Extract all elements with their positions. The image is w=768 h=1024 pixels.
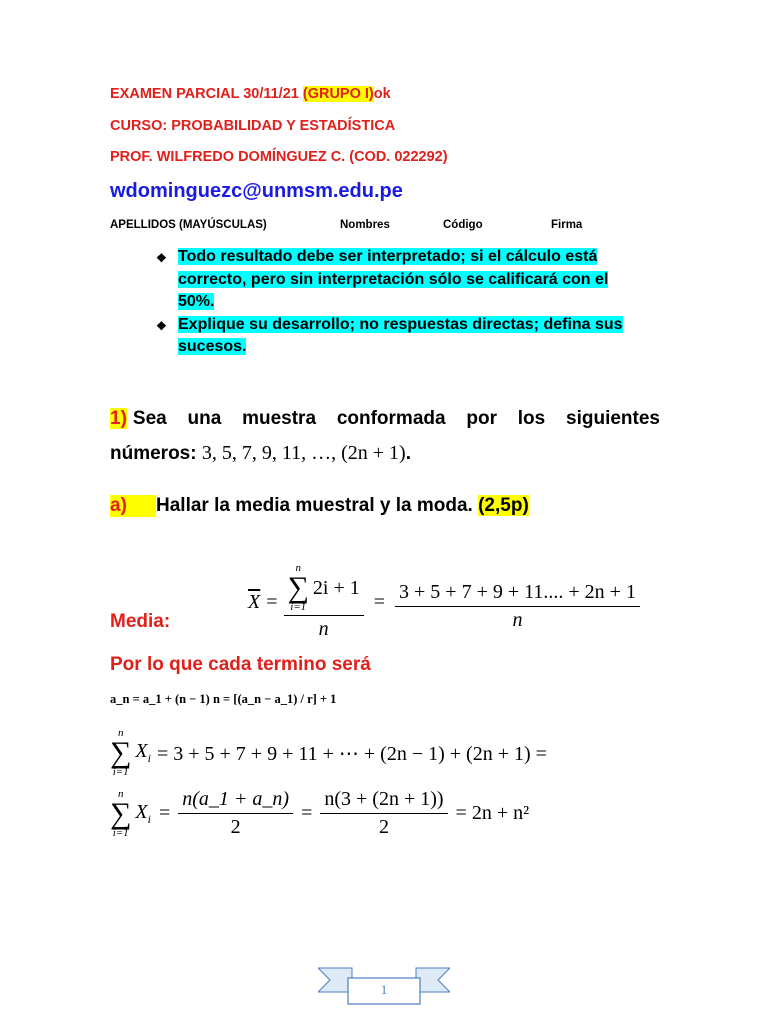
diamond-bullet-icon: ❖ bbox=[156, 318, 167, 333]
question-1: 1) Sea una muestra conformada por los siguientes números: 3, 5, 7, 9, 11, …, (2n + 1). bbox=[110, 408, 660, 464]
number-sequence: 3, 5, 7, 9, 11, …, (2n + 1) bbox=[201, 442, 406, 464]
term-heading: Por lo que cada termino será bbox=[110, 654, 371, 675]
sum-line-1: n ∑ i=1 $X_i$ = 3 + 5 + 7 + 9 + 11 + ⋯ + (2n − 1) + (2n + 1) = bbox=[110, 727, 547, 778]
field-nombres: Nombres bbox=[340, 219, 390, 231]
arith-sum-fraction: $\frac{n(a\_1 + a\_n)}{2}$ bbox=[178, 788, 293, 839]
expanded-fraction: $\frac{3 + 5 + 7 + 9 + 11.... + 2n + 1}{n}$ bbox=[395, 573, 640, 632]
group-label: (GRUPO I) bbox=[302, 86, 374, 102]
mean-fraction: n ∑ i=1 2i + 1 n bbox=[284, 563, 364, 641]
field-codigo: Código bbox=[443, 219, 483, 231]
part-a-points: (2,5p) bbox=[478, 495, 529, 516]
question-number: 1) bbox=[110, 408, 127, 429]
sigma-icon: n ∑ i=1 bbox=[110, 787, 132, 839]
title-suffix: ok bbox=[373, 86, 391, 102]
professor-line: PROF. WILFREDO DOMÍNGUEZ C. (COD. 022292) bbox=[110, 149, 448, 165]
term-formula: a_n = a_1 + (n − 1) n = [(a_n − a_1) / r] + 1 bbox=[110, 692, 337, 706]
sigma-icon: n ∑ i=1 bbox=[287, 562, 309, 613]
email-link[interactable]: wdominguezc@unmsm.edu.pe bbox=[110, 180, 403, 202]
course-line: CURSO: PROBABILIDAD Y ESTADÍSTICA bbox=[110, 118, 396, 134]
sum-term: 2i + 1 bbox=[312, 576, 360, 599]
part-a-text: Hallar la media muestral y la moda. bbox=[156, 495, 479, 516]
part-a-label: a) bbox=[110, 495, 156, 517]
field-firma: Firma bbox=[551, 219, 583, 231]
instructions-list bbox=[156, 246, 656, 359]
sum-result: = 2n + n² bbox=[455, 802, 530, 824]
exam-title-text: EXAMEN PARCIAL 30/11/21 bbox=[110, 86, 303, 102]
instruction-text: Explique su desarrollo; no respuestas directas; defina sus sucesos. bbox=[178, 315, 623, 355]
sigma-icon: n ∑ i=1 bbox=[110, 727, 132, 778]
instruction-text: Todo resultado debe ser interpretado; si el cálculo está correcto, pero sin interpretación sólo se calificará con el 50%. bbox=[178, 248, 609, 310]
exam-title bbox=[110, 86, 391, 102]
question-text-line1: Sea una muestra conformada por los siguientes bbox=[132, 408, 660, 429]
sum-line-2: n ∑ i=1 $X_i$ = $\frac{n(a\_1 + a\_n)}{2}$ = $\frac{n(3 + (2n + 1))}{2}$ = 2n + n² bbox=[110, 787, 530, 839]
instruction-item bbox=[156, 246, 656, 314]
sample-mean-symbol: $\overline{X}$ bbox=[248, 590, 261, 613]
page-number-ribbon bbox=[318, 964, 450, 1008]
page-number: 1 bbox=[380, 982, 388, 997]
sum-expansion: = 3 + 5 + 7 + 9 + 11 + ⋯ + (2n − 1) + (2n + 1) = bbox=[156, 742, 547, 765]
substituted-fraction: $\frac{n(3 + (2n + 1))}{2}$ bbox=[320, 788, 447, 839]
question-text-line2: números: bbox=[110, 443, 202, 464]
media-formula: $\overline{X}$ = n ∑ i=1 2i + 1 n = $\frac{3 + 5 + 7 + 9 + 11.... + 2n + 1}{n}$ bbox=[248, 563, 640, 641]
media-label: Media: bbox=[110, 611, 171, 632]
instruction-item bbox=[156, 314, 656, 359]
field-apellidos: APELLIDOS (MAYÚSCULAS) bbox=[110, 219, 267, 231]
diamond-bullet-icon: ❖ bbox=[156, 251, 167, 265]
part-a bbox=[110, 495, 529, 517]
